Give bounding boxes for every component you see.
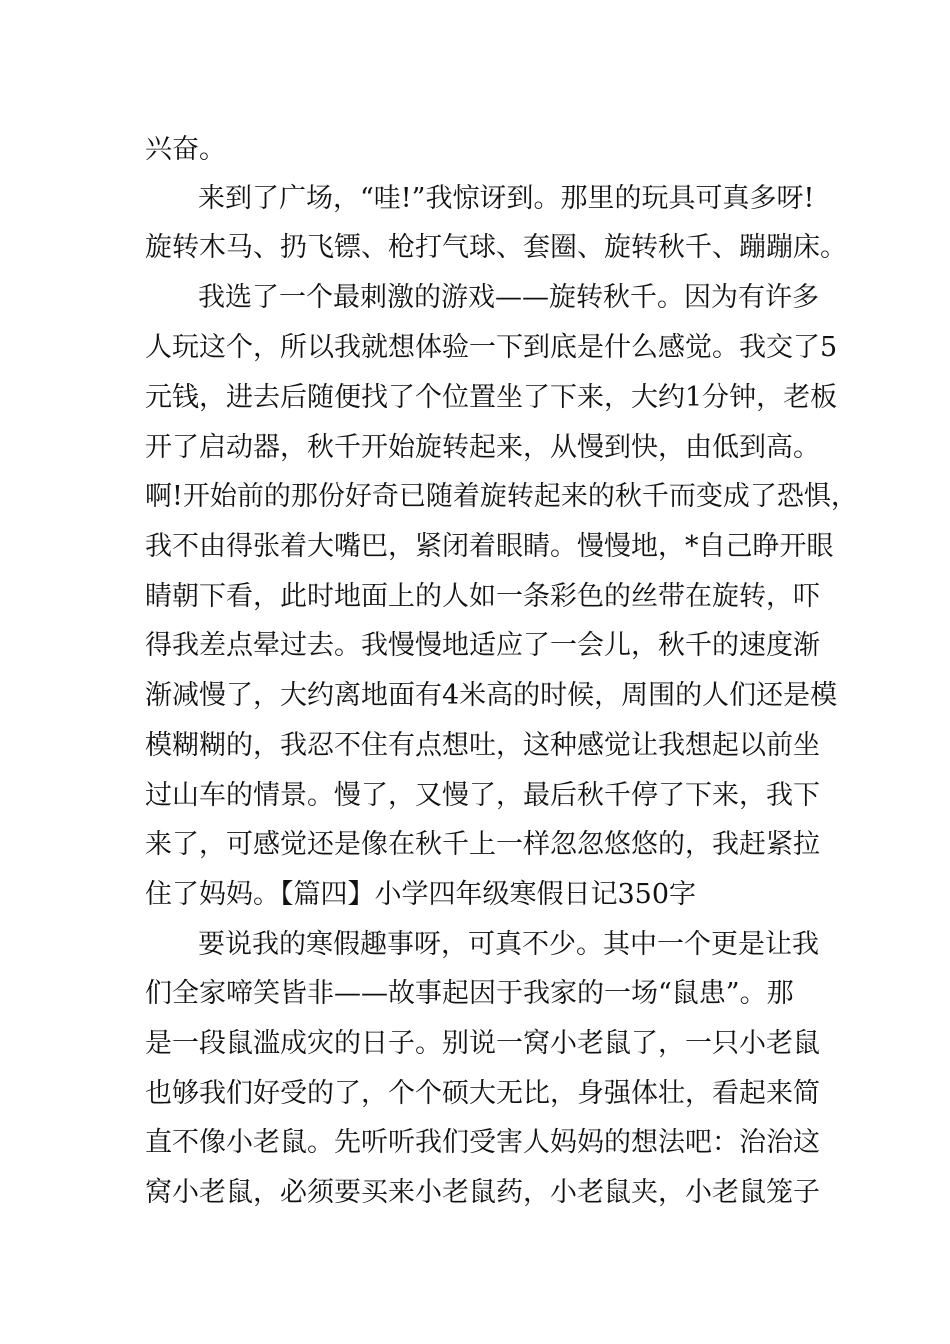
text-line-2: 来到了广场，“哇!”我惊讶到。那里的玩具可真多呀!	[198, 183, 815, 214]
text-line-5: 人玩这个，所以我就想体验一下到底是什么感觉。我交了5	[145, 332, 838, 363]
text-line-4: 我选了一个最刺激的游戏——旋转秋千。因为有许多	[198, 282, 819, 313]
text-line-8: 啊!开始前的那份好奇已随着旋转起来的秋千而变成了恐惧，	[145, 481, 858, 512]
text-line-13: 模糊糊的，我忍不住有点想吐，这种感觉让我想起以前坐	[145, 730, 820, 761]
text-line-17: 要说我的寒假趣事呀，可真不少。其中一个更是让我	[198, 929, 819, 960]
text-line-10: 睛朝下看，此时地面上的人如一条彩色的丝带在旋转，吓	[145, 581, 820, 612]
text-line-7: 开了启动器，秋千开始旋转起来，从慢到快，由低到高。	[145, 432, 820, 463]
text-line-3: 旋转木马、扔飞镖、枪打气球、套圈、旋转秋千、蹦蹦床。	[145, 232, 847, 263]
text-line-21: 直不像小老鼠。先听听我们受害人妈妈的想法吧：治治这	[145, 1127, 820, 1158]
text-line-6: 元钱，进去后随便找了个位置坐了下来，大约1分钟，老板	[145, 382, 838, 413]
text-line-12: 渐减慢了，大约离地面有4米高的时候，周围的人们还是模	[145, 680, 838, 711]
text-line-14: 过山车的情景。慢了，又慢了，最后秋千停了下来，我下	[145, 780, 820, 811]
text-line-20: 也够我们好受的了，个个硕大无比，身强体壮，看起来简	[145, 1078, 820, 1109]
text-line-16: 住了妈妈。【篇四】小学四年级寒假日记350字	[145, 879, 697, 910]
text-line-18: 们全家啼笑皆非——故事起因于我家的一场“鼠患”。那	[145, 978, 794, 1009]
text-line-11: 得我差点晕过去。我慢慢地适应了一会儿，秋千的速度渐	[145, 630, 820, 661]
text-line-22: 窝小老鼠，必须要买来小老鼠药，小老鼠夹，小老鼠笼子	[145, 1177, 820, 1208]
text-line-15: 来了，可感觉还是像在秋千上一样忽忽悠悠的，我赶紧拉	[145, 829, 820, 860]
text-line-19: 是一段鼠滥成灾的日子。别说一窝小老鼠了，一只小老鼠	[145, 1028, 820, 1059]
text-line-9: 我不由得张着大嘴巴，紧闭着眼睛。慢慢地，*自己睁开眼	[145, 531, 834, 562]
text-line-1: 兴奋。	[145, 134, 226, 165]
